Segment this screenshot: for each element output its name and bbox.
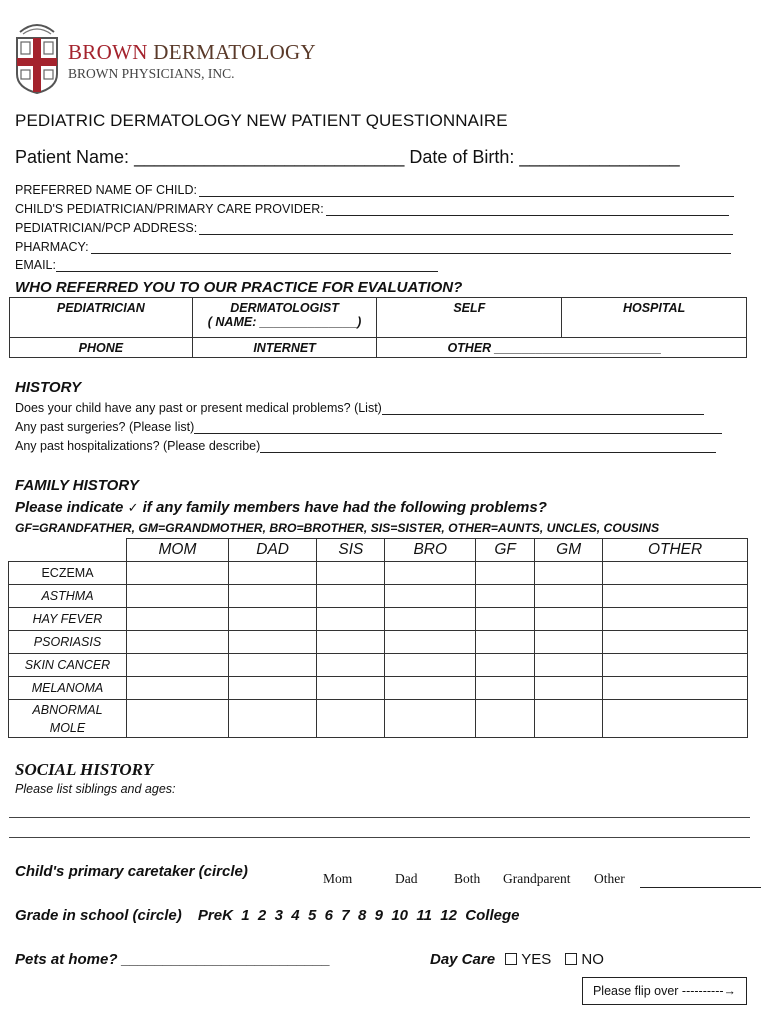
preferred-name-row [15,183,734,197]
patient-info-row [15,147,680,168]
check-cell[interactable] [127,677,229,700]
pharmacy-label: PHARMACY: [15,240,89,254]
history-heading: HISTORY [15,379,82,396]
check-cell[interactable] [385,562,476,585]
referral-hospital[interactable]: HOSPITAL [562,298,747,338]
referral-internet[interactable]: INTERNET [192,338,377,358]
check-cell[interactable] [385,608,476,631]
history-surgeries-question: Any past surgeries? (Please list) [15,420,195,434]
instruction-pre: Please indicate [15,499,128,516]
col-dad: DAD [228,539,316,562]
form-title: PEDIATRIC DERMATOLOGY NEW PATIENT QUESTIONNAIRE [15,111,508,130]
brand-name [68,40,316,65]
daycare-row [430,951,604,968]
check-cell[interactable] [228,631,316,654]
check-cell[interactable] [535,608,603,631]
preferred-name-field[interactable] [199,185,734,197]
check-cell[interactable] [228,677,316,700]
condition-label: PSORIASIS [9,631,127,654]
daycare-no-label: NO [581,951,604,968]
check-cell[interactable] [476,562,535,585]
col-sis: SIS [317,539,385,562]
daycare-yes-label: YES [521,951,552,968]
check-cell[interactable] [476,654,535,677]
siblings-line-2[interactable] [9,837,750,838]
check-cell[interactable] [228,654,316,677]
referral-table [9,297,747,358]
check-cell[interactable] [127,631,229,654]
brand-secondary: DERMATOLOGY [153,40,316,64]
check-cell[interactable] [127,585,229,608]
check-cell[interactable] [603,700,748,738]
flip-over-note [582,977,747,1005]
check-cell[interactable] [317,654,385,677]
grade-options[interactable]: PreK 1 2 3 4 5 6 7 8 9 10 11 12 College [197,907,520,924]
pcp-address-label: PEDIATRICIAN/PCP ADDRESS: [15,221,198,235]
instruction-post: if any family members have had the following problems? [138,499,547,516]
check-cell[interactable] [228,562,316,585]
check-mark-icon: ✓ [127,500,139,515]
check-cell[interactable] [603,631,748,654]
pcp-address-field[interactable] [199,223,733,235]
dob-label: Date of Birth: [404,147,520,167]
caretaker-other-field[interactable] [640,887,761,888]
referral-pediatrician[interactable]: PEDIATRICIAN [10,298,193,338]
col-mom: MOM [127,539,229,562]
social-history-heading: SOCIAL HISTORY [15,760,154,779]
check-cell[interactable] [385,585,476,608]
referral-self[interactable]: SELF [377,298,562,338]
condition-label [9,700,127,738]
dermatologist-label: DERMATOLOGIST [230,301,339,315]
table-corner [9,539,127,562]
history-medical-field[interactable] [382,403,704,415]
col-bro: BRO [385,539,476,562]
pcp-field[interactable] [326,204,729,216]
check-cell[interactable] [476,608,535,631]
check-cell[interactable] [127,562,229,585]
col-gf: GF [476,539,535,562]
email-label: EMAIL: [15,258,56,272]
family-history-instruction [15,499,547,516]
check-cell[interactable] [603,654,748,677]
grade-row [15,907,519,924]
check-cell[interactable] [317,608,385,631]
check-cell[interactable] [228,608,316,631]
email-field[interactable] [56,260,438,272]
condition-label: SKIN CANCER [9,654,127,677]
condition-label: HAY FEVER [9,608,127,631]
check-cell[interactable] [535,631,603,654]
siblings-line-1[interactable] [9,817,750,818]
table-row [9,585,748,608]
check-cell[interactable] [535,585,603,608]
patient-name-field[interactable]: ___________________________ [134,147,405,167]
siblings-prompt: Please list siblings and ages: [15,782,176,796]
table-row [9,700,748,738]
brown-shield-icon [14,16,60,94]
arrow-right-icon: → [723,984,737,998]
check-cell[interactable] [603,608,748,631]
referral-heading: WHO REFERRED YOU TO OUR PRACTICE FOR EVALUATION? [15,279,463,296]
dob-field[interactable]: ________________ [519,147,680,167]
daycare-label: Day Care [430,951,496,968]
check-cell[interactable] [228,700,316,738]
dermatologist-name-field[interactable]: ( NAME: ______________) [207,315,362,329]
referral-dermatologist[interactable] [192,298,377,338]
flip-text: Please flip over ---------- [592,984,724,998]
brand-primary: BROWN [68,40,148,64]
history-medical-row [15,401,704,415]
condition-label: MELANOMA [9,677,127,700]
email-row [15,258,438,272]
history-medical-question: Does your child have any past or present medical problems? (List) [15,401,382,415]
check-cell[interactable] [127,700,229,738]
condition-label: ASTHMA [9,585,127,608]
check-cell[interactable] [603,585,748,608]
check-cell[interactable] [603,677,748,700]
pets-label: Pets at home? [15,951,122,968]
check-cell[interactable] [317,677,385,700]
check-cell[interactable] [535,654,603,677]
family-legend: GF=GRANDFATHER, GM=GRANDMOTHER, BRO=BROTHER, SIS=SISTER, OTHER=AUNTS, UNCLES, COUSINS [15,521,660,535]
brand-subtitle: BROWN PHYSICIANS, INC. [68,66,235,81]
grade-label: Grade in school (circle) [15,907,182,924]
check-cell[interactable] [385,654,476,677]
referral-phone[interactable]: PHONE [10,338,193,358]
check-cell[interactable] [385,677,476,700]
caretaker-option-mom[interactable]: Mom [323,871,353,886]
pets-field[interactable]: _________________________ [121,951,331,968]
referral-other[interactable]: OTHER ________________________ [377,338,747,358]
check-cell[interactable] [228,585,316,608]
check-cell[interactable] [317,585,385,608]
check-cell[interactable] [317,700,385,738]
check-cell[interactable] [476,677,535,700]
check-cell[interactable] [476,631,535,654]
table-row [9,562,748,585]
pcp-row [15,202,729,216]
check-cell[interactable] [603,562,748,585]
condition-label-line1: ABNORMAL [32,702,103,717]
check-cell[interactable] [317,631,385,654]
check-cell[interactable] [127,654,229,677]
table-row [9,608,748,631]
check-cell[interactable] [476,700,535,738]
caretaker-option-other[interactable]: Other [594,871,625,886]
history-hospitalizations-field[interactable] [260,441,716,453]
history-hospitalizations-row [15,439,716,453]
preferred-name-label: PREFERRED NAME OF CHILD: [15,183,197,197]
pharmacy-row [15,240,731,254]
col-gm: GM [535,539,603,562]
check-cell[interactable] [535,562,603,585]
history-surgeries-row [15,420,722,434]
family-history-heading: FAMILY HISTORY [15,477,139,494]
pharmacy-field[interactable] [91,242,731,254]
check-cell[interactable] [127,608,229,631]
table-row [9,631,748,654]
history-hospitalizations-question: Any past hospitalizations? (Please describe) [15,439,261,453]
col-other: OTHER [603,539,748,562]
family-history-table [8,538,748,738]
daycare-no-checkbox[interactable] [565,953,577,965]
condition-label-line2: MOLE [49,720,86,735]
pets-row [15,951,330,968]
pcp-address-row [15,221,733,235]
caretaker-option-dad[interactable]: Dad [395,871,418,886]
caretaker-option-grandparent[interactable]: Grandparent [503,871,571,886]
daycare-yes-checkbox[interactable] [505,953,517,965]
patient-name-label: Patient Name: [15,147,135,167]
table-row [9,654,748,677]
caretaker-option-both[interactable]: Both [454,871,481,886]
check-cell[interactable] [385,631,476,654]
caretaker-label: Child's primary caretaker (circle) [15,863,248,880]
table-row [9,677,748,700]
history-surgeries-field[interactable] [194,422,722,434]
check-cell[interactable] [535,677,603,700]
check-cell[interactable] [535,700,603,738]
check-cell[interactable] [476,585,535,608]
check-cell[interactable] [385,700,476,738]
brand-logo [14,16,316,96]
pcp-label: CHILD'S PEDIATRICIAN/PRIMARY CARE PROVIDER: [15,202,324,216]
check-cell[interactable] [317,562,385,585]
condition-label: ECZEMA [9,562,127,585]
